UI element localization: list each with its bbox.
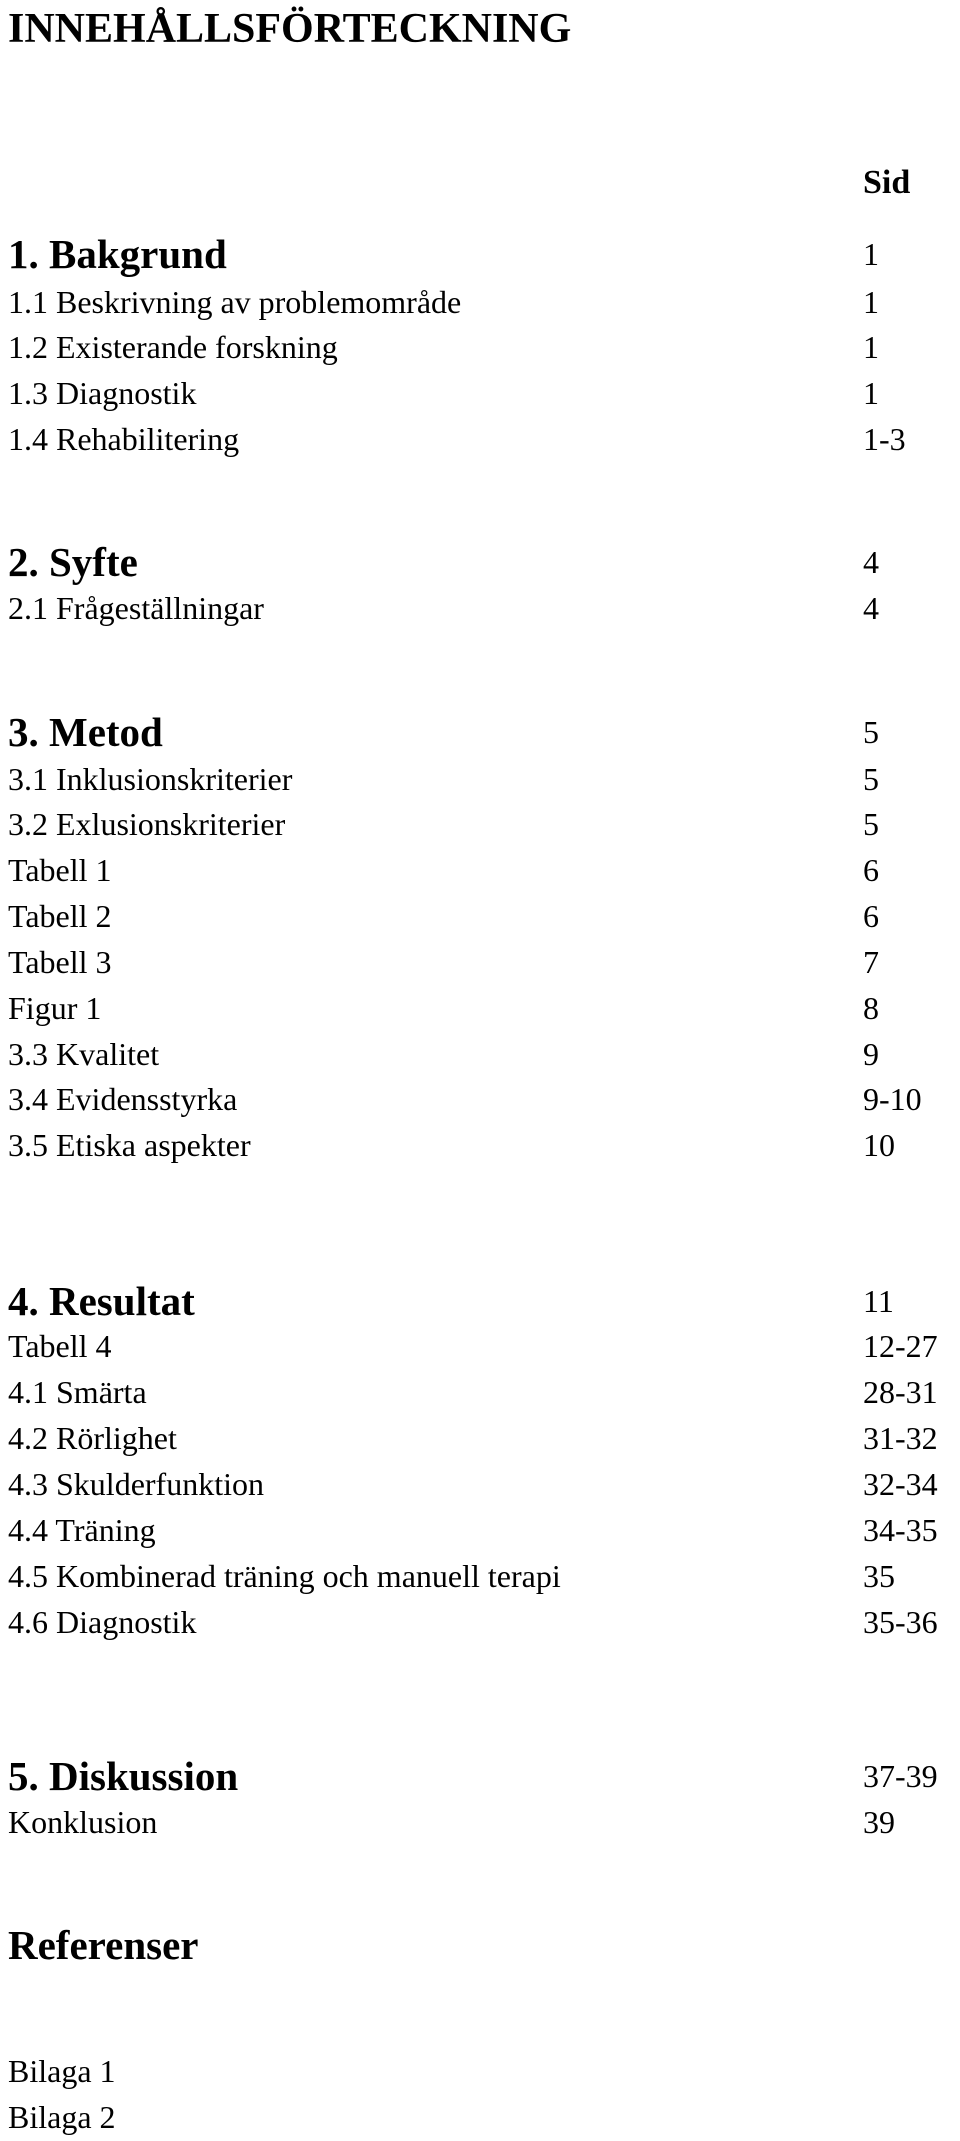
toc-entry: 2.1 Frågeställningar: [8, 590, 264, 626]
toc-page-number: 5: [863, 761, 879, 797]
toc-heading: 2. Syfte: [8, 539, 138, 585]
toc-page-number: 9-10: [863, 1081, 922, 1117]
toc-page-number: 5: [863, 806, 879, 842]
toc-entry: 4.6 Diagnostik: [8, 1604, 197, 1640]
toc-entry: Bilaga 2: [8, 2099, 116, 2135]
page-title: INNEHÅLLSFÖRTECKNING: [8, 6, 572, 52]
toc-entry: 4.3 Skulderfunktion: [8, 1466, 264, 1502]
toc-heading: 3. Metod: [8, 709, 163, 755]
toc-page-number: 12-27: [863, 1328, 938, 1364]
toc-page-number: 32-34: [863, 1466, 938, 1502]
toc-entry: 1.2 Existerande forskning: [8, 329, 338, 365]
toc-entry: 4.1 Smärta: [8, 1374, 147, 1410]
toc-entry: Bilaga 1: [8, 2053, 116, 2089]
toc-page-number: 5: [863, 714, 879, 750]
toc-entry: 3.2 Exlusionskriterier: [8, 806, 286, 842]
toc-entry: 1.1 Beskrivning av problemområde: [8, 284, 462, 320]
toc-entry: 4.5 Kombinerad träning och manuell terapi: [8, 1558, 561, 1594]
toc-entry: 3.5 Etiska aspekter: [8, 1127, 251, 1163]
toc-page-number: 1: [863, 284, 879, 320]
toc-page-number: 1: [863, 236, 879, 272]
toc-heading: 4. Resultat: [8, 1278, 195, 1324]
toc-entry: Tabell 1: [8, 852, 112, 888]
toc-entry: 3.3 Kvalitet: [8, 1036, 160, 1072]
toc-page-number: 9: [863, 1036, 879, 1072]
toc-entry: 4.2 Rörlighet: [8, 1420, 177, 1456]
toc-entry: 1.4 Rehabilitering: [8, 421, 240, 457]
toc-entry: 3.1 Inklusionskriterier: [8, 761, 293, 797]
toc-entry: 1.3 Diagnostik: [8, 375, 197, 411]
toc-heading: Referenser: [8, 1922, 199, 1968]
toc-page-number: 28-31: [863, 1374, 938, 1410]
toc-page-number: 10: [863, 1127, 895, 1163]
toc-page-number: 1: [863, 329, 879, 365]
toc-entry: Figur 1: [8, 990, 102, 1026]
toc-page-number: 1-3: [863, 421, 906, 457]
toc-heading: 1. Bakgrund: [8, 231, 227, 277]
toc-entry: 4.4 Träning: [8, 1512, 156, 1548]
toc-page-number: 37-39: [863, 1758, 938, 1794]
toc-entry: Konklusion: [8, 1804, 158, 1840]
toc-page-number: 4: [863, 590, 879, 626]
toc-page-number: 11: [863, 1283, 894, 1319]
toc-page-number: 39: [863, 1804, 895, 1840]
toc-heading: 5. Diskussion: [8, 1753, 239, 1799]
toc-page-number: 4: [863, 544, 879, 580]
toc-page-number: 6: [863, 898, 879, 934]
toc-page-number: 35: [863, 1558, 895, 1594]
toc-entry: Tabell 4: [8, 1328, 112, 1364]
page-column-header: Sid: [863, 164, 911, 201]
toc-entry: 3.4 Evidensstyrka: [8, 1081, 238, 1117]
toc-page-number: 34-35: [863, 1512, 938, 1548]
toc-page-number: 6: [863, 852, 879, 888]
toc-page-number: 35-36: [863, 1604, 938, 1640]
toc-page-number: 7: [863, 944, 879, 980]
toc-page-number: 1: [863, 375, 879, 411]
toc-entry: Tabell 3: [8, 944, 112, 980]
toc-page-number: 31-32: [863, 1420, 938, 1456]
toc-entry: Tabell 2: [8, 898, 112, 934]
toc-page-number: 8: [863, 990, 879, 1026]
